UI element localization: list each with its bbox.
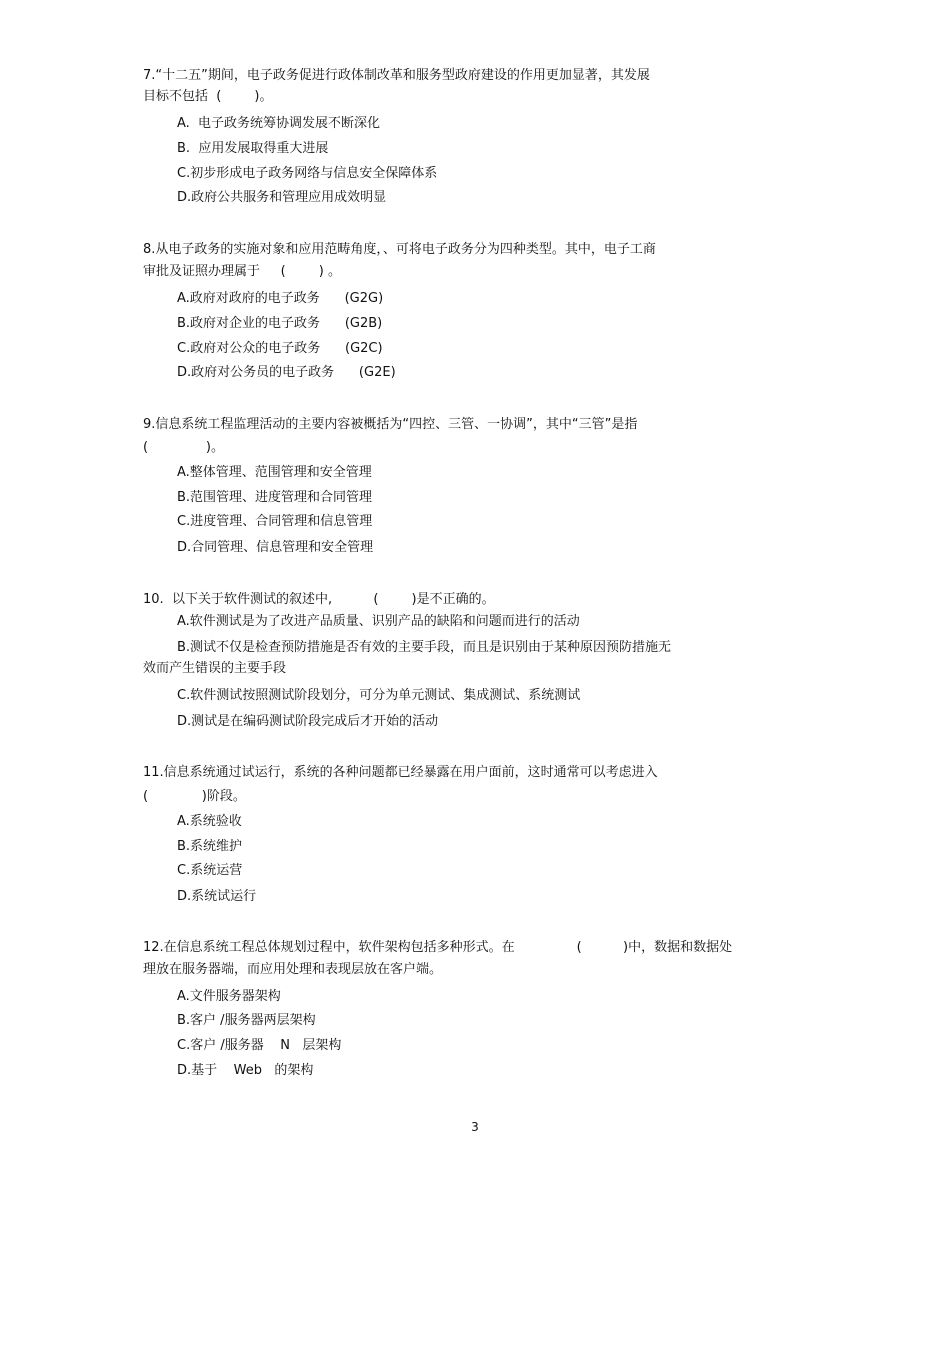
question-10-text: 10. 以下关于软件测试的叙述中, ( )是不正确的。	[143, 592, 495, 607]
question-9-option-b: B.范围管理、进度管理和合同管理	[177, 490, 373, 505]
question-9-option-a: A.整体管理、范围管理和安全管理	[177, 465, 372, 480]
question-8-text: 8.从电子政务的实施对象和应用范畴角度，、可将电子政务分为四种类型。其中，电子工商	[143, 242, 656, 257]
question-8-option-a: A.政府对政府的电子政务 (G2G)	[177, 291, 384, 306]
question-10-option-c: C.软件测试按照测试阶段划分，可分为单元测试、集成测试、系统测试	[177, 688, 581, 703]
question-10-option-b: B.测试不仅是检查预防措施是否有效的主要手段，而且是识别由于某种原因预防措施无	[177, 640, 672, 655]
question-7-option-b: B. 应用发展取得重大进展	[177, 141, 329, 156]
question-8-option-b: B.政府对企业的电子政务 (G2B)	[177, 316, 383, 331]
page-number: 3	[471, 1120, 479, 1134]
question-8-option-d: D.政府对公务员的电子政务 (G2E)	[177, 365, 396, 380]
question-11-option-c: C.系统运营	[177, 863, 243, 878]
question-12-option-d: D.基于 Web 的架构	[177, 1063, 314, 1078]
question-12-text-cont: 理放在服务器端，而应用处理和表现层放在客户端。	[143, 962, 443, 977]
question-12-option-b: B.客户 /服务器两层架构	[177, 1013, 316, 1028]
question-12-option-a: A.文件服务器架构	[177, 989, 281, 1004]
question-7-option-a: A. 电子政务统筹协调发展不断深化	[177, 116, 381, 131]
question-9-option-d: D.合同管理、信息管理和安全管理	[177, 540, 374, 555]
question-7-option-c: C.初步形成电子政务网络与信息安全保障体系	[177, 166, 438, 181]
question-11-option-b: B.系统维护	[177, 839, 243, 854]
question-7-text: 7.“十二五”期间，电子政务促进行政体制改革和服务型政府建设的作用更加显著，其发展	[143, 68, 650, 83]
question-12-text: 12.在信息系统工程总体规划过程中，软件架构包括多种形式。在 ( )中，数据和数据处	[143, 940, 733, 955]
question-9-option-c: C.进度管理、合同管理和信息管理	[177, 514, 373, 529]
question-9-text: 9.信息系统工程监理活动的主要内容被概括为“四控、三管、一协调”，其中“三管”是指	[143, 417, 638, 432]
question-8-text-cont: 审批及证照办理属于 ( ) 。	[143, 264, 341, 279]
question-11-option-a: A.系统验收	[177, 814, 242, 829]
question-9-text-cont: ( )。	[143, 440, 224, 455]
question-8-option-c: C.政府对公众的电子政务 (G2C)	[177, 341, 383, 356]
question-10-option-b-cont: 效而产生错误的主要手段	[143, 661, 287, 676]
question-7-text-cont: 目标不包括 ( )。	[143, 89, 273, 104]
question-11-text-cont: ( )阶段。	[143, 789, 246, 804]
question-10-option-d: D.测试是在编码测试阶段完成后才开始的活动	[177, 714, 439, 729]
question-11-text: 11.信息系统通过试运行，系统的各种问题都已经暴露在用户面前，这时通常可以考虑进入	[143, 765, 658, 780]
question-12-option-c: C.客户 /服务器 N 层架构	[177, 1038, 342, 1053]
question-7-option-d: D.政府公共服务和管理应用成效明显	[177, 190, 387, 205]
question-10-option-a: A.软件测试是为了改进产品质量、识别产品的缺陷和问题而进行的活动	[177, 614, 580, 629]
question-11-option-d: D.系统试运行	[177, 889, 257, 904]
